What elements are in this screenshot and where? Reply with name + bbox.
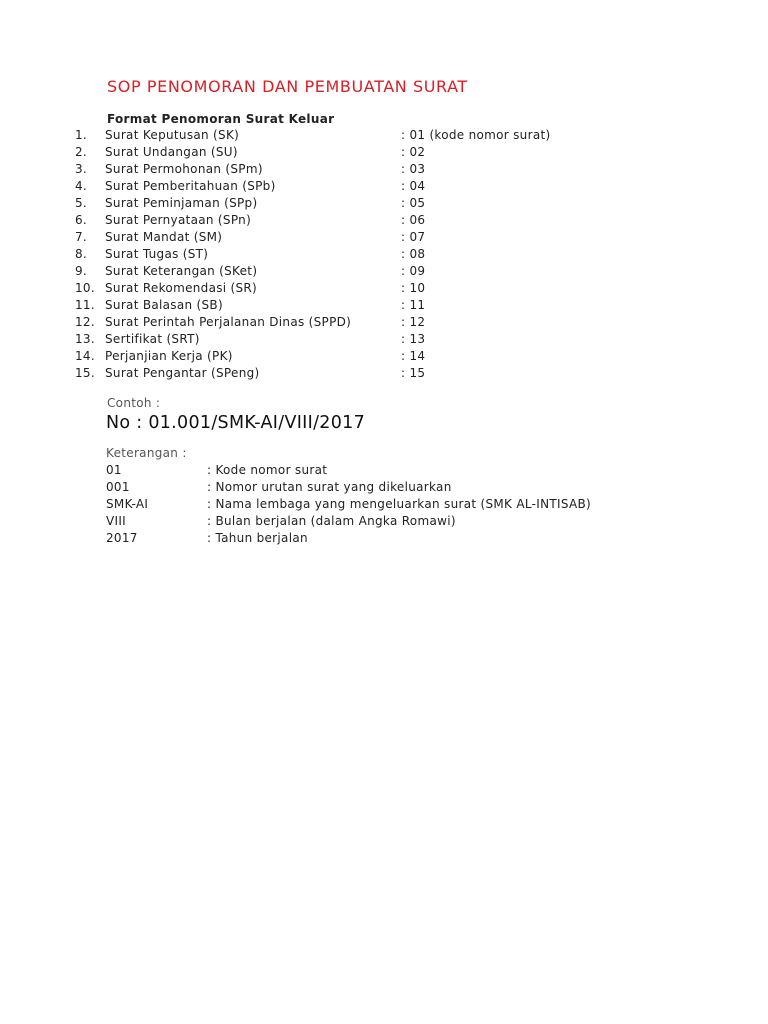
item-number: 10. [75,281,95,295]
item-name: Sertifikat (SRT) [105,332,200,346]
item-number: 5. [75,196,88,210]
list-item [0,366,768,383]
section-subtitle: Format Penomoran Surat Keluar [107,112,335,126]
list-item [0,179,768,196]
item-number: 3. [75,162,88,176]
item-code: : 06 [401,213,426,227]
item-name: Surat Pengantar (SPeng) [105,366,260,380]
list-item [0,247,768,264]
list-item [0,145,768,162]
keterangan-value: : Tahun berjalan [207,531,308,545]
keterangan-value: : Kode nomor surat [207,463,328,477]
list-item [0,332,768,349]
list-item [0,162,768,179]
keterangan-value: : Nama lembaga yang mengeluarkan surat (SMK AL-INTISAB) [207,497,591,511]
list-item [0,349,768,366]
list-item [0,298,768,315]
item-name: Surat Perintah Perjalanan Dinas (SPPD) [105,315,352,329]
item-name: Surat Pernyataan (SPn) [105,213,252,227]
item-number: 15. [75,366,95,380]
item-code: : 12 [401,315,426,329]
item-name: Surat Peminjaman (SPp) [105,196,258,210]
list-item [0,264,768,281]
list-item [0,230,768,247]
list-item [0,315,768,332]
item-number: 12. [75,315,95,329]
keterangan-value: : Nomor urutan surat yang dikeluarkan [207,480,452,494]
keterangan-key: 01 [106,463,122,477]
item-number: 4. [75,179,88,193]
keterangan-item [0,463,768,480]
item-number: 11. [75,298,95,312]
keterangan-item [0,497,768,514]
list-item [0,196,768,213]
item-name: Surat Pemberitahuan (SPb) [105,179,276,193]
item-number: 8. [75,247,88,261]
item-code: : 10 [401,281,426,295]
item-code: : 05 [401,196,426,210]
keterangan-key: 2017 [106,531,138,545]
item-name: Surat Keterangan (SKet) [105,264,258,278]
item-code: : 01 (kode nomor surat) [401,128,551,142]
keterangan-item [0,531,768,548]
item-number: 13. [75,332,95,346]
keterangan-key: 001 [106,480,130,494]
list-item [0,213,768,230]
example-number: No : 01.001/SMK-AI/VIII/2017 [106,413,366,433]
item-name: Surat Rekomendasi (SR) [105,281,258,295]
item-code: : 09 [401,264,426,278]
item-number: 1. [75,128,88,142]
keterangan-item [0,480,768,497]
item-number: 2. [75,145,88,159]
item-code: : 02 [401,145,426,159]
item-number: 14. [75,349,95,363]
item-code: : 15 [401,366,426,380]
item-code: : 11 [401,298,426,312]
keterangan-value: : Bulan berjalan (dalam Angka Romawi) [207,514,456,528]
keterangan-key: VIII [106,514,127,528]
item-code: : 13 [401,332,426,346]
keterangan-item [0,514,768,531]
item-code: : 03 [401,162,426,176]
item-number: 7. [75,230,88,244]
page-title: SOP PENOMORAN DAN PEMBUATAN SURAT [107,77,468,96]
item-name: Surat Mandat (SM) [105,230,223,244]
item-code: : 07 [401,230,426,244]
item-name: Surat Undangan (SU) [105,145,238,159]
item-name: Perjanjian Kerja (PK) [105,349,233,363]
item-name: Surat Balasan (SB) [105,298,223,312]
item-name: Surat Permohonan (SPm) [105,162,263,176]
list-item [0,281,768,298]
item-name: Surat Keputusan (SK) [105,128,240,142]
item-number: 9. [75,264,88,278]
list-item [0,128,768,145]
item-code: : 08 [401,247,426,261]
item-name: Surat Tugas (ST) [105,247,209,261]
numbering-format-list [0,128,768,383]
keterangan-list [0,463,768,548]
keterangan-key: SMK-AI [106,497,149,511]
item-number: 6. [75,213,88,227]
keterangan-label: Keterangan : [106,446,187,460]
item-code: : 14 [401,349,426,363]
example-label: Contoh : [107,396,161,410]
item-code: : 04 [401,179,426,193]
